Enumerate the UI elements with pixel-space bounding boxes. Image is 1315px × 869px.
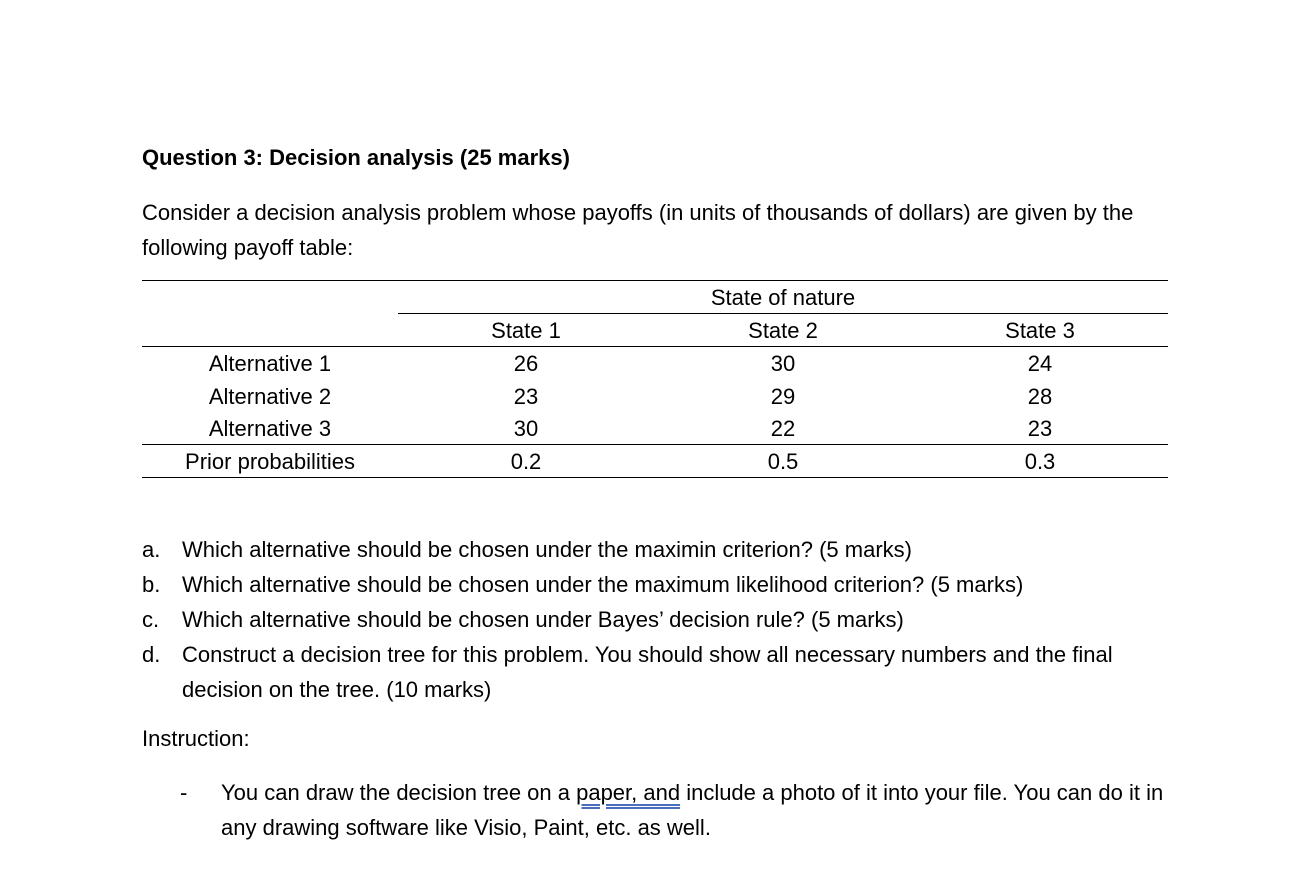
instruction-text-before: You can draw the decision tree on a: [221, 780, 577, 805]
table-cell: 29: [770, 384, 796, 409]
question-label: d.: [142, 642, 161, 667]
intro-paragraph: Consider a decision analysis problem whose payoffs (in units of thousands of dollars) are given by the following payoff table:: [142, 200, 1134, 260]
header-bottom-rule: [142, 346, 1168, 347]
table-cell: 28: [1027, 384, 1053, 409]
prior-cell: 0.5: [767, 449, 799, 474]
question-label: b.: [142, 572, 161, 597]
question-text: Construct a decision tree for this problem. You should show all necessary numbers and the final decision on the tree. (10 marks): [182, 642, 1113, 702]
row-label-alternative-1: Alternative 1: [208, 351, 332, 376]
question-text: Which alternative should be chosen under Bayes’ decision rule? (5 marks): [182, 607, 904, 632]
prior-cell: 0.3: [1024, 449, 1056, 474]
column-header-state-3: State 3: [1005, 318, 1075, 343]
table-bottom-rule: [142, 477, 1168, 478]
list-item: [142, 602, 1172, 637]
list-item: [142, 637, 1172, 707]
question-heading: Question 3: Decision analysis (25 marks): [142, 145, 570, 170]
table-cell: 23: [513, 384, 539, 409]
bullet-dash: -: [180, 780, 188, 805]
question-list: [142, 532, 1172, 707]
table-cell: 26: [513, 351, 539, 376]
table-cell: 30: [770, 351, 796, 376]
payoff-table: [142, 280, 1168, 478]
list-item: [142, 532, 1172, 567]
table-cell: 23: [1027, 416, 1053, 441]
question-text: Which alternative should be chosen under the maximum likelihood criterion? (5 marks): [182, 572, 1024, 597]
row-label-prior-probabilities: Prior probabilities: [185, 449, 355, 474]
grammar-marked-text[interactable]: paper, and: [576, 780, 681, 805]
instruction-item: [180, 775, 1170, 845]
table-cell: 24: [1027, 351, 1053, 376]
row-label-alternative-2: Alternative 2: [208, 384, 332, 409]
table-cell: 30: [513, 416, 539, 441]
question-text: Which alternative should be chosen under the maximin criterion? (5 marks): [182, 537, 912, 562]
row-label-alternative-3: Alternative 3: [208, 416, 332, 441]
prior-top-rule: [142, 444, 1168, 445]
instruction-text-after: include a photo of it into your file. You can do it in any drawing software like Visio, Paint, etc. as well.: [221, 780, 1164, 840]
column-header-state-1: State 1: [491, 318, 561, 343]
list-item: [142, 567, 1172, 602]
question-label: a.: [142, 537, 161, 562]
question-label: c.: [142, 607, 160, 632]
instruction-text: [221, 775, 1170, 845]
prior-cell: 0.2: [510, 449, 542, 474]
table-cell: 22: [770, 416, 796, 441]
document-page: [142, 0, 1172, 869]
instruction-title: Instruction:: [142, 726, 250, 751]
column-header-state-2: State 2: [748, 318, 818, 343]
span-header-rule: [398, 313, 1168, 314]
state-of-nature-header: State of nature: [710, 285, 856, 310]
table-top-rule: [142, 280, 1168, 281]
